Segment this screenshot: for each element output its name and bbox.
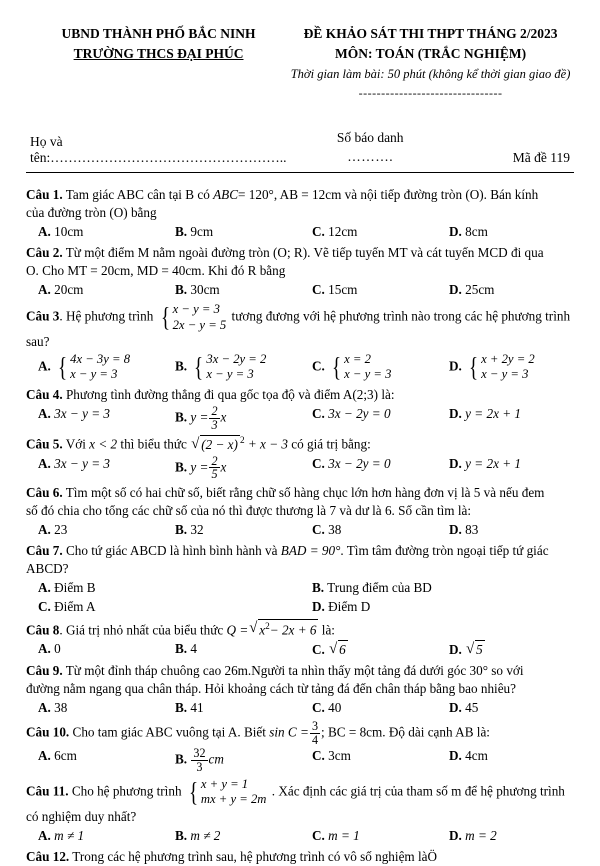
answer-5-b-prefix: y =	[190, 458, 209, 474]
question-11-text-line2: có nghiệm duy nhất?	[26, 808, 137, 824]
answer-7-a-text: Điểm B	[54, 579, 96, 595]
question-7-text-b: . Tìm tâm đường tròn ngoại tiếp tứ giác	[340, 543, 549, 558]
question-3-eq-1: x − y = 3	[172, 302, 220, 317]
answer-1-a-letter: A.	[38, 224, 51, 240]
answer-10-d-text: 4cm	[465, 748, 488, 764]
answer-1-c-letter: C.	[312, 224, 325, 240]
answer-2-c-text: 15cm	[328, 282, 358, 298]
answer-10-c-text: 3cm	[328, 748, 351, 764]
candidate-info-row	[0, 103, 600, 167]
question-2-text-line2: O. Cho MT = 20cm, MD = 40cm. Khi đó R bằng	[26, 263, 286, 279]
question-3-text-line2: sau?	[26, 334, 50, 350]
question-11-answers	[26, 827, 574, 845]
question-2-answers	[26, 281, 574, 299]
answer-11-c[interactable]	[300, 827, 437, 845]
answer-10-b-unit: cm	[208, 751, 224, 767]
question-11-label: Câu 11.	[26, 783, 69, 799]
candidate-name-field: Họ và tên:……………………………………………..	[30, 134, 287, 166]
answer-5-b[interactable]	[163, 455, 300, 481]
answer-9-c[interactable]	[300, 699, 437, 717]
answer-3-d-eq1: x + 2y = 2	[481, 352, 535, 366]
question-1-text-line2: của đường tròn (O) bằng	[26, 205, 157, 221]
question-10-text-a: Cho tam giác ABC vuông tại A. Biết	[72, 724, 266, 740]
question-8-answers	[26, 640, 574, 659]
answer-8-d-sqrt	[466, 640, 485, 659]
question-8-text-a: . Giá trị nhỏ nhất của biểu thức	[59, 622, 224, 638]
question-5-sqrt	[191, 435, 240, 454]
question-6-answers	[26, 521, 574, 539]
answer-6-d-letter: D.	[449, 522, 462, 538]
answer-5-a-text: 3x − y = 3	[54, 455, 111, 471]
answer-5-b-den: 5	[211, 467, 218, 482]
answer-3-c-eq1: x = 2	[344, 352, 371, 366]
answer-4-b-den: 3	[211, 417, 218, 432]
question-10-frac-num: 3	[311, 718, 318, 733]
question-10-answers	[26, 747, 574, 773]
answer-10-b[interactable]	[163, 747, 300, 773]
answer-7-d-text: Điểm D	[328, 598, 371, 614]
answer-3-a-eq2: x − y = 3	[70, 367, 118, 382]
answer-9-b-text: 41	[190, 700, 204, 716]
question-9-label: Câu 9.	[26, 663, 63, 679]
answer-10-b-num: 32	[193, 746, 206, 761]
answer-7-b-text: Trung điểm của BD	[327, 579, 432, 595]
answer-9-c-text: 40	[328, 700, 342, 716]
exam-duration: Thời gian làm bài: 50 phút (không kể thời gian giao đề)	[290, 67, 571, 82]
question-7-answers	[26, 579, 574, 597]
answer-10-a[interactable]	[26, 747, 163, 773]
question-11-text-a: Cho hệ phương trình	[71, 783, 182, 799]
answer-7-a-letter: A.	[38, 579, 51, 595]
question-11-system	[187, 777, 267, 808]
answer-8-d-radicand: 5	[476, 642, 483, 658]
answer-5-b-num: 2	[211, 453, 218, 468]
answer-10-c[interactable]	[300, 747, 437, 773]
answer-11-b-letter: B.	[175, 827, 188, 843]
question-8-radicand: x	[259, 622, 266, 638]
question-3-label: Câu 3	[26, 308, 60, 324]
candidate-number-label: Số báo danh	[336, 129, 404, 145]
question-5-answers	[26, 455, 574, 481]
answer-11-d-text: m = 2	[465, 827, 497, 843]
question-1-label: Câu 1.	[26, 187, 63, 203]
answer-10-b-fraction	[191, 747, 207, 773]
question-3-answers	[26, 352, 574, 383]
answer-2-c-letter: C.	[312, 282, 325, 298]
answer-10-d[interactable]	[437, 747, 574, 773]
question-3-text-a: . Hệ phương trình	[59, 308, 154, 324]
question-5-label: Câu 5.	[26, 436, 63, 452]
question-2-text-a: Từ một điểm M nằm ngoài đường tròn (O; R). Vẽ tiếp tuyến MT và cát tuyến MCD đi qua	[65, 245, 544, 261]
answer-11-a[interactable]	[26, 827, 163, 845]
header-divider-dashes: --------------------------------	[358, 86, 503, 101]
question-10-frac-den: 4	[311, 732, 318, 747]
answer-1-d-letter: D.	[449, 224, 462, 240]
answer-6-b[interactable]	[163, 521, 300, 539]
question-6	[26, 484, 574, 539]
question-5-exponent: 2	[239, 435, 245, 446]
exam-title: ĐỀ KHẢO SÁT THI THPT THÁNG 2/2023	[303, 26, 558, 41]
answer-2-d-letter: D.	[449, 282, 462, 298]
answer-3-c-letter: C.	[312, 358, 325, 374]
answer-5-b-letter: B.	[175, 458, 188, 474]
answer-4-b[interactable]	[163, 405, 300, 431]
answer-8-b-text: 4	[190, 641, 197, 657]
answer-11-c-text: m = 1	[328, 827, 360, 843]
answer-8-c-sqrt	[329, 640, 348, 659]
answer-10-a-letter: A.	[38, 748, 51, 764]
question-8-label: Câu 8	[26, 622, 60, 638]
question-4-label: Câu 4.	[26, 386, 63, 402]
answer-10-b-letter: B.	[175, 751, 188, 767]
question-9	[26, 662, 574, 717]
answer-2-a-text: 20cm	[54, 282, 84, 298]
answer-7-c-text: Điểm A	[54, 598, 96, 614]
answer-4-b-fraction	[209, 405, 219, 431]
header-left-block	[28, 24, 289, 103]
answer-8-b[interactable]	[163, 640, 300, 659]
answer-7-d-letter: D.	[312, 598, 325, 614]
question-6-label: Câu 6.	[26, 485, 63, 501]
answer-5-c[interactable]	[300, 455, 437, 481]
answer-5-a-letter: A.	[38, 455, 51, 471]
answer-2-d[interactable]	[437, 281, 574, 299]
answer-4-b-prefix: y =	[190, 409, 209, 425]
answer-1-b-text: 9cm	[190, 224, 214, 240]
answer-3-d-eq2: x − y = 3	[481, 367, 529, 382]
question-4-text-a: Phương tình đường thẳng đi qua gốc tọa độ và điểm A(2;3) là:	[65, 386, 395, 402]
answer-3-d[interactable]	[437, 352, 574, 383]
answer-7-c-letter: C.	[38, 598, 51, 614]
question-12	[26, 848, 574, 866]
question-1-text-b: = 120°, AB = 12cm và nội tiếp đường tròn (O). Bán kính	[238, 187, 539, 203]
answer-4-d-letter: D.	[449, 405, 462, 421]
answer-1-a[interactable]	[26, 223, 163, 241]
brace-icon: {	[58, 351, 68, 382]
question-8-sqrt	[249, 619, 318, 639]
answer-5-b-suffix: x	[220, 458, 227, 474]
brace-icon: {	[469, 351, 479, 382]
answer-6-d[interactable]	[437, 521, 574, 539]
answer-9-a[interactable]	[26, 699, 163, 717]
answer-3-b-eq2: x − y = 3	[206, 367, 254, 382]
answer-5-d[interactable]	[437, 455, 574, 481]
candidate-number-field	[300, 129, 440, 167]
question-11-eq-1: x + y = 1	[200, 776, 249, 791]
answer-11-d-letter: D.	[449, 827, 462, 843]
answer-9-a-letter: A.	[38, 700, 51, 716]
question-7-text-line2: ABCD?	[26, 560, 69, 576]
answer-9-b-letter: B.	[175, 700, 188, 716]
answer-11-b[interactable]	[163, 827, 300, 845]
answer-2-a-letter: A.	[38, 282, 51, 298]
answer-8-a-text: 0	[54, 641, 61, 657]
exam-subject: MÔN: TOÁN (TRẮC NGHIỆM)	[334, 45, 527, 61]
answer-11-a-letter: A.	[38, 827, 51, 843]
question-2-label: Câu 2.	[26, 245, 63, 261]
question-4-answers	[26, 405, 574, 431]
answer-7-a[interactable]	[26, 579, 300, 597]
answer-4-a-text: 3x − y = 3	[54, 405, 111, 421]
question-9-text-a: Từ một đỉnh tháp chuông cao 26m.Người ta nhìn thấy một tảng đá dưới góc 30° so với	[65, 663, 524, 679]
answer-8-c-radicand: 6	[339, 642, 346, 658]
answer-9-d-letter: D.	[449, 700, 462, 716]
question-9-answers	[26, 699, 574, 717]
answer-8-d[interactable]	[437, 640, 574, 659]
question-8-expr-prefix: Q =	[226, 622, 249, 638]
answer-4-a[interactable]	[26, 405, 163, 431]
question-10-label: Câu 10.	[26, 724, 70, 740]
school-name: TRƯỜNG THCS ĐẠI PHÚC	[73, 45, 244, 61]
school-authority: UBND THÀNH PHỐ BẮC NINH	[61, 26, 256, 41]
answer-5-a[interactable]	[26, 455, 163, 481]
answer-3-b-letter: B.	[175, 358, 188, 374]
brace-icon: {	[194, 351, 204, 382]
question-5	[26, 434, 574, 481]
questions-body	[0, 173, 600, 865]
question-2	[26, 244, 574, 299]
question-10	[26, 720, 574, 774]
answer-9-d[interactable]	[437, 699, 574, 717]
answer-4-d-text: y = 2x + 1	[465, 405, 522, 421]
answer-2-d-text: 25cm	[465, 282, 495, 298]
answer-8-c[interactable]	[300, 640, 437, 659]
answer-3-b[interactable]	[163, 352, 300, 383]
question-7	[26, 542, 574, 616]
candidate-number-dots: ……….	[347, 148, 394, 164]
answer-3-d-letter: D.	[449, 358, 462, 374]
question-3-eq-2: 2x − y = 5	[172, 317, 227, 332]
answer-9-a-text: 38	[54, 700, 68, 716]
answer-3-b-eq1: 3x − 2y = 2	[206, 352, 267, 366]
question-4	[26, 386, 574, 431]
answer-4-b-num: 2	[211, 403, 218, 418]
question-8-text-b: là:	[321, 622, 335, 638]
answer-10-a-text: 6cm	[54, 748, 77, 764]
answer-11-d[interactable]	[437, 827, 574, 845]
answer-11-a-text: m ≠ 1	[54, 827, 85, 843]
answer-4-b-suffix: x	[220, 409, 227, 425]
answer-7-b[interactable]	[300, 579, 574, 597]
answer-1-c-text: 12cm	[328, 224, 358, 240]
answer-5-d-letter: D.	[449, 455, 462, 471]
answer-8-c-letter: C.	[312, 642, 325, 658]
answer-2-b[interactable]	[163, 281, 300, 299]
question-7-answers-2	[26, 598, 574, 616]
question-10-text-b: ; BC = 8cm. Độ dài cạnh AB là:	[321, 724, 490, 740]
answer-3-a-letter: A.	[38, 358, 51, 374]
question-1-angle: ABC	[213, 187, 239, 203]
question-11	[26, 777, 574, 845]
answer-5-d-text: y = 2x + 1	[465, 455, 522, 471]
answer-4-b-letter: B.	[175, 409, 188, 425]
question-8-radicand-tail: − 2x + 6	[269, 622, 317, 638]
question-12-text-a: Trong các hệ phương trình sau, hệ phương trình có vô số nghiệm làÖ	[72, 848, 438, 864]
answer-6-d-text: 83	[465, 522, 479, 538]
exam-code: Mã đề 119	[512, 150, 570, 166]
question-1	[26, 186, 574, 241]
answer-6-b-text: 32	[190, 522, 204, 538]
answer-6-c[interactable]	[300, 521, 437, 539]
answer-8-d-letter: D.	[449, 642, 462, 658]
answer-1-a-text: 10cm	[54, 224, 84, 240]
brace-icon: {	[188, 776, 198, 807]
answer-2-b-text: 30cm	[190, 282, 220, 298]
answer-6-c-letter: C.	[312, 522, 325, 538]
question-7-label: Câu 7.	[26, 543, 63, 558]
answer-5-c-text: 3x − 2y = 0	[328, 455, 391, 471]
answer-3-c[interactable]	[300, 352, 437, 383]
brace-icon: {	[332, 351, 342, 382]
question-8	[26, 619, 574, 659]
answer-2-c[interactable]	[300, 281, 437, 299]
answer-10-b-den: 3	[196, 760, 203, 775]
answer-3-a-eq1: 4x − 3y = 8	[70, 352, 131, 366]
question-3	[26, 302, 574, 383]
question-7-condition: BAD = 90°	[280, 543, 341, 558]
question-5-condition: x < 2	[89, 436, 118, 452]
question-3-text-b: tương đương với hệ phương trình nào trong các hệ phương trình	[231, 308, 571, 324]
answer-5-c-letter: C.	[312, 455, 325, 471]
question-10-fraction	[310, 720, 320, 746]
question-5-text-b: thì biểu thức	[120, 436, 187, 452]
answer-1-b[interactable]	[163, 223, 300, 241]
question-3-system	[159, 302, 227, 333]
answer-6-c-text: 38	[328, 522, 342, 538]
answer-9-d-text: 45	[465, 700, 479, 716]
question-8-exponent: 2	[265, 620, 270, 631]
answer-11-c-letter: C.	[312, 827, 325, 843]
answer-4-c-text: 3x − 2y = 0	[328, 405, 391, 421]
brace-icon: {	[160, 302, 170, 333]
question-6-text-line2: số đó chia cho tổng các chữ số của nó thì được thương là 7 và dư là 6. Số cần tìm là:	[26, 503, 472, 519]
answer-1-c[interactable]	[300, 223, 437, 241]
answer-1-d-text: 8cm	[465, 224, 488, 240]
answer-5-b-fraction	[209, 455, 219, 481]
question-10-sin-prefix: sin C =	[269, 724, 309, 740]
answer-9-b[interactable]	[163, 699, 300, 717]
answer-10-d-letter: D.	[449, 748, 462, 764]
question-9-text-line2: đường nằm ngang qua chân tháp. Hỏi khoảng cách từ tảng đá đến chân tháp bằng bao nhiêu?	[26, 681, 517, 697]
question-11-eq-2: mx + y = 2m	[200, 792, 267, 807]
question-1-answers	[26, 223, 574, 241]
answer-7-b-letter: B.	[312, 579, 325, 595]
answer-8-a-letter: A.	[38, 641, 51, 657]
answer-4-a-letter: A.	[38, 405, 51, 421]
question-6-text-a: Tìm một số có hai chữ số, biết rằng chữ số hàng chục lớn hơn hàng đơn vị là 5 và nếu đem	[65, 485, 545, 501]
answer-4-c-letter: C.	[312, 405, 325, 421]
answer-8-b-letter: B.	[175, 641, 188, 657]
answer-4-d[interactable]	[437, 405, 574, 431]
answer-6-a-letter: A.	[38, 522, 51, 538]
question-5-text-c: có giá trị bằng:	[291, 436, 371, 452]
answer-6-b-letter: B.	[175, 522, 188, 538]
answer-6-a-text: 23	[54, 522, 68, 538]
answer-7-d[interactable]	[300, 598, 574, 616]
answer-6-a[interactable]	[26, 521, 163, 539]
answer-8-a[interactable]	[26, 640, 163, 659]
question-12-label: Câu 12.	[26, 848, 70, 864]
answer-3-a[interactable]	[26, 352, 163, 383]
answer-1-d[interactable]	[437, 223, 574, 241]
question-5-radicand: (2 − x)	[201, 436, 238, 452]
question-1-text-a: Tam giác ABC cân tại B có	[65, 187, 210, 203]
answer-10-c-letter: C.	[312, 748, 325, 764]
answer-11-b-text: m ≠ 2	[190, 827, 221, 843]
answer-3-c-eq2: x − y = 3	[344, 367, 392, 382]
answer-1-b-letter: B.	[175, 224, 188, 240]
question-7-text-a: Cho tứ giác ABCD là hình bình hành và	[65, 543, 278, 558]
question-11-text-b: . Xác định các giá trị của tham số m để hệ phương trình	[271, 783, 565, 799]
answer-7-c[interactable]	[26, 598, 300, 616]
header-right-block	[289, 24, 572, 103]
answer-2-a[interactable]	[26, 281, 163, 299]
question-5-text-a: Với	[65, 436, 86, 452]
answer-2-b-letter: B.	[175, 282, 188, 298]
question-5-expr-tail: + x − 3	[247, 436, 288, 452]
answer-4-c[interactable]	[300, 405, 437, 431]
document-header	[0, 0, 600, 103]
answer-9-c-letter: C.	[312, 700, 325, 716]
